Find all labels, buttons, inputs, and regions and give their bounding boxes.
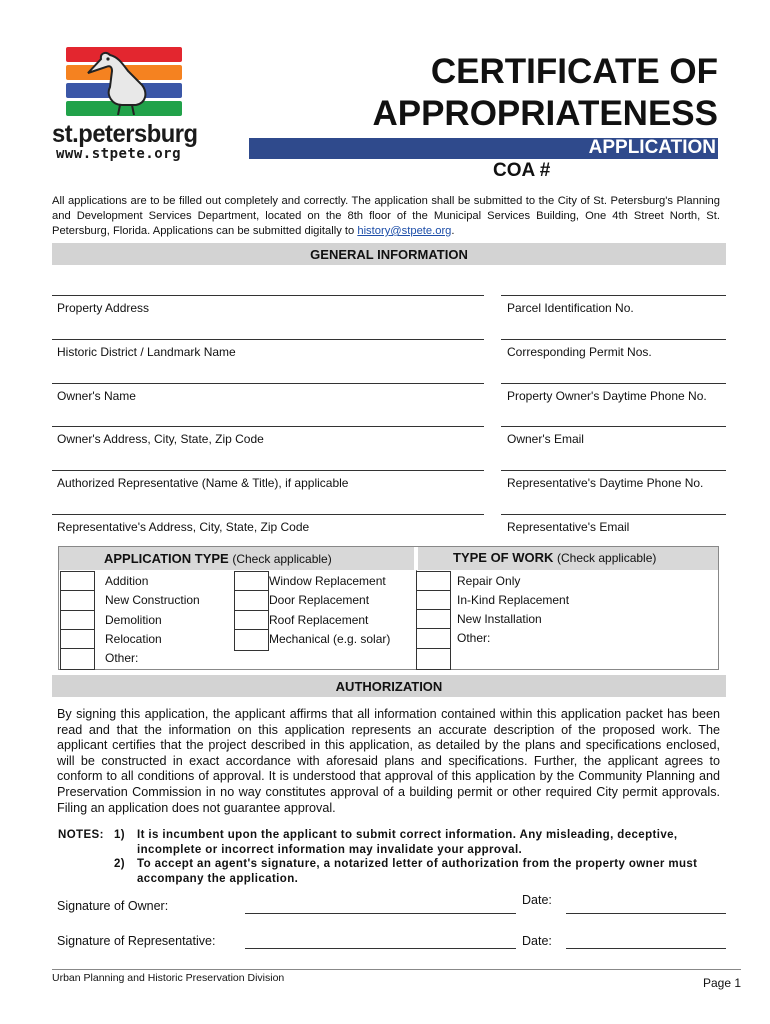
application-type-heading: APPLICATION TYPE xyxy=(104,551,229,566)
title-line-2: APPROPRIATENESS xyxy=(372,94,718,133)
app-type-col1-4-label: Other: xyxy=(105,651,139,665)
application-type-note: (Check applicable) xyxy=(232,552,332,566)
representative-date-line[interactable] xyxy=(566,948,726,949)
field-line-right[interactable] xyxy=(501,426,726,427)
app-type-col1-1-checkbox[interactable] xyxy=(60,590,95,612)
history-email-link[interactable]: history@stpete.org xyxy=(357,225,452,237)
owner-date-line[interactable] xyxy=(566,913,726,914)
work-type-1-label: In-Kind Replacement xyxy=(457,593,570,607)
representative-signature-line[interactable] xyxy=(245,948,516,949)
field-line-right[interactable] xyxy=(501,514,726,515)
field-line-right[interactable] xyxy=(501,470,726,471)
app-type-col2-1-label: Door Replacement xyxy=(269,593,370,607)
app-type-col1-4-checkbox[interactable] xyxy=(60,648,95,670)
app-type-col2-3-label: Mechanical (e.g. solar) xyxy=(269,632,391,646)
application-type-box xyxy=(58,546,719,670)
owner-date-label: Date: xyxy=(522,893,552,907)
note-2-text: To accept an agent's signature, a notarized letter of authorization from the property owner must accompany the application. xyxy=(137,858,698,885)
app-type-col2-1-checkbox[interactable] xyxy=(234,590,269,612)
type-of-work-heading: TYPE OF WORK xyxy=(453,550,554,565)
work-type-extra-checkbox[interactable] xyxy=(416,648,451,670)
note-1-number: 1) xyxy=(114,829,126,841)
type-of-work-note: (Check applicable) xyxy=(557,551,657,565)
field-label-right: Owner's Email xyxy=(507,432,584,446)
title-line-1: CERTIFICATE OF xyxy=(430,52,718,91)
field-label-left: Historic District / Landmark Name xyxy=(57,345,236,359)
owner-signature-line[interactable] xyxy=(245,913,516,914)
field-label-left: Owner's Address, City, State, Zip Code xyxy=(57,432,264,446)
app-type-col1-2-label: Demolition xyxy=(105,613,162,627)
notes-label: NOTES: xyxy=(58,829,104,841)
app-type-col1-3-label: Relocation xyxy=(105,632,162,646)
city-logo xyxy=(66,47,182,115)
footer-division: Urban Planning and Historic Preservation Division xyxy=(52,972,285,984)
app-type-col2-3-checkbox[interactable] xyxy=(234,629,269,651)
field-line-left[interactable] xyxy=(52,383,484,384)
page-number: Page 1 xyxy=(703,976,742,990)
field-line-right[interactable] xyxy=(501,295,726,296)
field-label-right: Parcel Identification No. xyxy=(507,301,634,315)
field-line-left[interactable] xyxy=(52,295,484,296)
owner-signature-label: Signature of Owner: xyxy=(57,899,169,913)
field-line-left[interactable] xyxy=(52,514,484,515)
footer-divider xyxy=(52,969,741,970)
field-line-left[interactable] xyxy=(52,426,484,427)
field-label-left: Owner's Name xyxy=(57,389,136,403)
note-2-number: 2) xyxy=(114,858,126,870)
intro-text: All applications are to be filled out completely and correctly. The application shall be submitted to the City of St. Petersburg's Planning and Development Services Department, located on the 8th floor of the Municipal Services Building, One 4th Street North, St. Petersburg, Florida. Applications can be submitted digitally to xyxy=(52,195,720,237)
general-information-heading: GENERAL INFORMATION xyxy=(52,243,726,265)
pelican-icon xyxy=(66,47,182,115)
type-of-work-header xyxy=(418,547,718,570)
field-label-left: Authorized Representative (Name & Title), if applicable xyxy=(57,476,349,490)
representative-date-label: Date: xyxy=(522,934,552,948)
authorization-heading: AUTHORIZATION xyxy=(52,675,726,697)
application-label: APPLICATION xyxy=(588,137,716,158)
work-type-3-checkbox[interactable] xyxy=(416,628,451,650)
intro-paragraph xyxy=(52,194,720,239)
work-type-3-label: Other: xyxy=(457,631,491,645)
logo-city-text: st.petersburg xyxy=(52,120,198,148)
logo-website: www.stpete.org xyxy=(56,146,182,162)
field-label-left: Property Address xyxy=(57,301,150,315)
note-1-text: It is incumbent upon the applicant to submit correct information. Any misleading, deceptive, incomplete or incorrect information may invalidate your approval. xyxy=(137,829,678,856)
application-banner xyxy=(249,138,718,159)
app-type-col2-0-label: Window Replacement xyxy=(269,574,386,588)
field-line-left[interactable] xyxy=(52,339,484,340)
field-label-right: Representative's Email xyxy=(507,520,630,534)
work-type-0-label: Repair Only xyxy=(457,574,521,588)
field-line-left[interactable] xyxy=(52,470,484,471)
app-type-col2-2-label: Roof Replacement xyxy=(269,613,369,627)
coa-number-label: COA # xyxy=(493,160,551,181)
app-type-col1-0-label: Addition xyxy=(105,574,149,588)
field-label-right: Property Owner's Daytime Phone No. xyxy=(507,389,707,403)
representative-signature-label: Signature of Representative: xyxy=(57,934,216,948)
field-label-right: Corresponding Permit Nos. xyxy=(507,345,652,359)
field-label-right: Representative's Daytime Phone No. xyxy=(507,476,704,490)
authorization-text: By signing this application, the applicant affirms that all information contained within this application packet has been read and that the information on this application represents an accurate description of the proposed work. The applicant certifies that the project described in this application, as detailed by the plans and specifications enclosed, will be constructed in exact accordance with aforesaid plans and specifications. Further, the applicant agrees to conform to all conditions of approval. It is understood that approval of this application by the Community Planning and Preservation Commission in no way constitutes approval of a building permit or other required City permit approvals. Filing an application does not guarantee approval. xyxy=(57,707,720,815)
field-line-right[interactable] xyxy=(501,339,726,340)
field-line-right[interactable] xyxy=(501,383,726,384)
work-type-2-label: New Installation xyxy=(457,612,542,626)
intro-end: . xyxy=(451,225,455,237)
app-type-col1-1-label: New Construction xyxy=(105,593,200,607)
field-label-left: Representative's Address, City, State, Zip Code xyxy=(57,520,310,534)
application-type-header xyxy=(59,547,414,570)
